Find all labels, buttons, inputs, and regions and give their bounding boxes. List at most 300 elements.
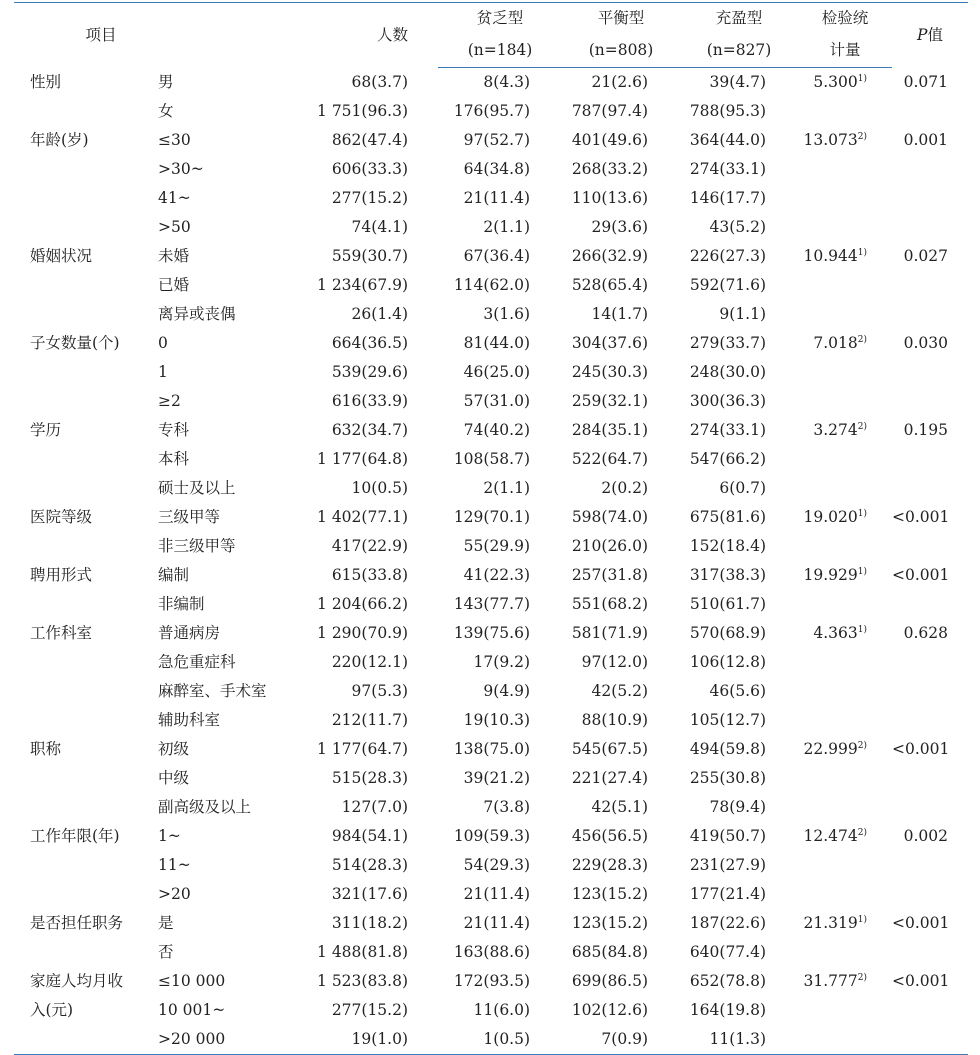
cell-g3: 788(95.3) [689, 101, 767, 120]
cell-g2: 528(65.4) [571, 275, 649, 294]
cell-g1: 46(25.0) [463, 362, 531, 381]
cell-variable [14, 358, 158, 387]
cell-g2: 21(2.6) [591, 72, 649, 91]
cell-count: 1 290(70.9) [317, 623, 409, 642]
cell-statistic [798, 213, 892, 242]
cell-count: 606(33.3) [331, 159, 409, 178]
cell-statistic [798, 97, 892, 126]
table-row [14, 358, 968, 387]
cell-level: 是 [158, 913, 174, 932]
cell-statistic: 19.020$^{1)}$ [803, 507, 868, 526]
table-row [14, 329, 968, 358]
cell-g1: 114(62.0) [453, 275, 531, 294]
cell-g2: 245(30.3) [571, 362, 649, 381]
cell-p-value: 0.628 [903, 623, 949, 642]
cell-g3: 46(5.6) [709, 681, 767, 700]
cell-variable [14, 271, 158, 300]
cell-g3: 164(19.8) [689, 1000, 767, 1019]
cell-statistic [798, 358, 892, 387]
cell-statistic [798, 155, 892, 184]
cell-g2: 685(84.8) [571, 942, 649, 961]
cell-g3: 494(59.8) [689, 739, 767, 758]
cell-statistic [798, 474, 892, 503]
cell-variable [14, 445, 158, 474]
cell-p-value [892, 213, 968, 242]
cell-variable [14, 387, 158, 416]
cell-g3: 78(9.4) [709, 797, 767, 816]
cell-count: 277(15.2) [331, 188, 409, 207]
cell-p-value: 0.001 [903, 130, 949, 149]
cell-count: 515(28.3) [331, 768, 409, 787]
table-row [14, 271, 968, 300]
cell-level: >20 000 [158, 1025, 308, 1055]
cell-g3: 187(22.6) [689, 913, 767, 932]
header-n: 人数 [308, 3, 438, 68]
cell-g2: 268(33.2) [571, 159, 649, 178]
cell-g2: 545(67.5) [571, 739, 649, 758]
table-row [14, 967, 968, 996]
cell-g3: 248(30.0) [689, 362, 767, 381]
table-header [14, 3, 968, 68]
cell-variable: 医院等级 [30, 507, 93, 526]
header-g1-name: 贫乏型 [438, 3, 562, 36]
cell-variable: 性别 [30, 72, 62, 91]
cell-statistic [798, 184, 892, 213]
cell-g3: 419(50.7) [689, 826, 767, 845]
cell-variable [14, 590, 158, 619]
cell-g1: 67(36.4) [463, 246, 531, 265]
cell-p-value: 0.071 [903, 72, 949, 91]
cell-statistic [798, 793, 892, 822]
cell-p-value [892, 300, 968, 329]
cell-g1: 138(75.0) [453, 739, 531, 758]
footnote-marker: 1) [857, 73, 868, 84]
cell-p-value: 0.002 [903, 826, 949, 845]
cell-level: 11~ [158, 855, 191, 874]
cell-variable [14, 300, 158, 329]
cell-count: 1 177(64.8) [317, 449, 409, 468]
cell-g2: 581(71.9) [571, 623, 649, 642]
cell-p-value [892, 271, 968, 300]
footnote-marker: 1) [857, 566, 868, 577]
cell-level: 辅助科室 [158, 710, 221, 729]
cell-g1: 74(40.2) [463, 420, 531, 439]
cell-variable: 年龄(岁) [30, 130, 89, 149]
cell-p-value [892, 155, 968, 184]
cell-g1: 81(44.0) [463, 333, 531, 352]
cell-g1: 64(34.8) [463, 159, 531, 178]
cell-g3: 274(33.1) [689, 159, 767, 178]
cell-variable [14, 764, 158, 793]
table-row [14, 938, 968, 967]
cell-level: 编制 [158, 565, 190, 584]
cell-p-value [892, 764, 968, 793]
cell-variable [14, 880, 158, 909]
table-row [14, 445, 968, 474]
cell-level: 1~ [158, 826, 181, 845]
footnote-marker: 2) [857, 334, 868, 345]
cell-g2: 522(64.7) [571, 449, 649, 468]
cell-level: 已婚 [158, 275, 190, 294]
table-row [14, 1025, 968, 1055]
cell-statistic [798, 271, 892, 300]
cell-p-value [892, 184, 968, 213]
cell-variable [14, 155, 158, 184]
cell-p-value [892, 706, 968, 735]
cell-p-value: <0.001 [892, 913, 950, 932]
cell-statistic: 4.363$^{1)}$ [813, 623, 868, 642]
cell-g2: 123(15.2) [571, 913, 649, 932]
cell-g2: 304(37.6) [571, 333, 649, 352]
cell-g2: 259(32.1) [571, 391, 649, 410]
cell-p-value: 0.195 [903, 420, 949, 439]
cell-count: 1 204(66.2) [317, 594, 409, 613]
cell-g3: 279(33.7) [689, 333, 767, 352]
cell-p-value [892, 590, 968, 619]
cell-count: 311(18.2) [331, 913, 409, 932]
cell-g1: 109(59.3) [453, 826, 531, 845]
cell-g2: 699(86.5) [571, 971, 649, 990]
cell-g2: 210(26.0) [571, 536, 649, 555]
table-body [14, 68, 968, 1055]
cell-g1: 143(77.7) [453, 594, 531, 613]
cell-p-value [892, 793, 968, 822]
cell-variable [14, 474, 158, 503]
cell-g1: 39(21.2) [463, 768, 531, 787]
cell-count: 68(3.7) [351, 72, 409, 91]
cell-level: 麻醉室、手术室 [158, 681, 267, 700]
cell-g2: 97(12.0) [581, 652, 649, 671]
cell-statistic: 7.018$^{2)}$ [813, 333, 868, 352]
cell-g2: 266(32.9) [571, 246, 649, 265]
cell-g3: 364(44.0) [689, 130, 767, 149]
cell-count: 539(29.6) [331, 362, 409, 381]
table-row [14, 213, 968, 242]
cell-count: 212(11.7) [331, 710, 409, 729]
footnote-marker: 1) [857, 624, 868, 635]
data-table [14, 2, 968, 1055]
cell-g2: 221(27.4) [571, 768, 649, 787]
cell-g3: 231(27.9) [689, 855, 767, 874]
cell-count: 1 751(96.3) [317, 101, 409, 120]
cell-statistic: 21.319$^{1)}$ [803, 913, 868, 932]
cell-g1: 2(1.1) [483, 478, 531, 497]
cell-count: 127(7.0) [341, 797, 409, 816]
cell-variable [14, 793, 158, 822]
cell-g1: 139(75.6) [453, 623, 531, 642]
cell-p-value [892, 851, 968, 880]
cell-g1: 41(22.3) [463, 565, 531, 584]
cell-level: 硕士及以上 [158, 478, 236, 497]
table-row [14, 532, 968, 561]
cell-g1: 7(3.8) [483, 797, 531, 816]
table-row [14, 242, 968, 271]
cell-g2: 42(5.2) [591, 681, 649, 700]
cell-count: 417(22.9) [331, 536, 409, 555]
table-row [14, 619, 968, 648]
cell-count: 559(30.7) [331, 246, 409, 265]
cell-p-value [892, 358, 968, 387]
table-row [14, 706, 968, 735]
cell-g3: 43(5.2) [709, 217, 767, 236]
cell-g2: 229(28.3) [571, 855, 649, 874]
header-stat-line1: 检验统 [798, 3, 892, 36]
cell-variable [14, 97, 158, 126]
cell-g1: 2(1.1) [483, 217, 531, 236]
cell-g2: 401(49.6) [571, 130, 649, 149]
header-g1-sub: (n=184) [438, 35, 562, 68]
table-row [14, 155, 968, 184]
cell-g2: 456(56.5) [571, 826, 649, 845]
cell-count: 1 402(77.1) [317, 507, 409, 526]
cell-g2: 42(5.1) [591, 797, 649, 816]
cell-p-value: 0.027 [903, 246, 949, 265]
cell-p-value [892, 677, 968, 706]
cell-statistic [798, 938, 892, 967]
cell-variable: 学历 [30, 420, 62, 439]
table-row [14, 996, 968, 1025]
cell-g1: 172(93.5) [453, 971, 531, 990]
footnote-marker: 2) [857, 131, 868, 142]
cell-g2: 284(35.1) [571, 420, 649, 439]
cell-variable [14, 938, 158, 967]
cell-p-value: 0.030 [903, 333, 949, 352]
cell-level: 0 [158, 333, 168, 352]
table-row [14, 561, 968, 590]
cell-count: 220(12.1) [331, 652, 409, 671]
cell-g3: 177(21.4) [689, 884, 767, 903]
cell-count: 1 177(64.7) [317, 739, 409, 758]
cell-statistic: 10.944$^{1)}$ [803, 246, 868, 265]
cell-g3: 640(77.4) [689, 942, 767, 961]
cell-p-value [892, 648, 968, 677]
table-row [14, 590, 968, 619]
cell-g3: 570(68.9) [689, 623, 767, 642]
cell-p-value [892, 938, 968, 967]
cell-statistic [798, 445, 892, 474]
cell-level: 非三级甲等 [158, 536, 236, 555]
cell-p-value: <0.001 [892, 565, 950, 584]
cell-count: 664(36.5) [331, 333, 409, 352]
cell-statistic [798, 764, 892, 793]
table-row [14, 880, 968, 909]
cell-statistic: 12.474$^{2)}$ [803, 826, 868, 845]
cell-g3: 226(27.3) [689, 246, 767, 265]
cell-statistic: 5.300$^{1)}$ [813, 72, 868, 91]
header-g2-sub: (n=808) [562, 35, 680, 68]
cell-p-value [892, 1025, 968, 1055]
cell-statistic [798, 880, 892, 909]
cell-statistic [798, 590, 892, 619]
cell-g1: 3(1.6) [483, 304, 531, 323]
cell-g1: 108(58.7) [453, 449, 531, 468]
cell-g2: 257(31.8) [571, 565, 649, 584]
table-row [14, 68, 968, 98]
table-row [14, 97, 968, 126]
cell-g3: 11(1.3) [680, 1025, 798, 1055]
cell-count: 862(47.4) [331, 130, 409, 149]
footnote-marker: 2) [857, 827, 868, 838]
cell-g2: 88(10.9) [581, 710, 649, 729]
cell-p-value: <0.001 [892, 507, 950, 526]
cell-count: 97(5.3) [351, 681, 409, 700]
cell-g3: 652(78.8) [689, 971, 767, 990]
cell-g1: 97(52.7) [463, 130, 531, 149]
cell-g3: 255(30.8) [689, 768, 767, 787]
cell-count: 1 234(67.9) [317, 275, 409, 294]
cell-g3: 9(1.1) [719, 304, 767, 323]
cell-p-value [892, 996, 968, 1025]
cell-g2: 14(1.7) [591, 304, 649, 323]
footnote-marker: 2) [857, 972, 868, 983]
cell-g2: 2(0.2) [601, 478, 649, 497]
cell-variable: 职称 [30, 739, 62, 758]
cell-count: 616(33.9) [331, 391, 409, 410]
cell-count: 10(0.5) [351, 478, 409, 497]
cell-variable: 入(元) [30, 1000, 74, 1019]
cell-count: 984(54.1) [331, 826, 409, 845]
cell-level: 1 [158, 362, 168, 381]
cell-level: 专科 [158, 420, 190, 439]
cell-g3: 300(36.3) [689, 391, 767, 410]
cell-g2: 123(15.2) [571, 884, 649, 903]
footnote-marker: 1) [857, 508, 868, 519]
cell-p-value: <0.001 [892, 739, 950, 758]
table-row [14, 677, 968, 706]
cell-g3: 152(18.4) [689, 536, 767, 555]
table-row [14, 126, 968, 155]
cell-level: 副高级及以上 [158, 797, 252, 816]
cell-p-value: <0.001 [892, 971, 950, 990]
cell-g1: 55(29.9) [463, 536, 531, 555]
header-stat-line2: 计量 [798, 35, 892, 68]
cell-p-value [892, 445, 968, 474]
cell-count: 514(28.3) [331, 855, 409, 874]
cell-g2: 598(74.0) [571, 507, 649, 526]
cell-g1: 9(4.9) [483, 681, 531, 700]
cell-statistic: 3.274$^{2)}$ [813, 420, 868, 439]
footnote-marker: 1) [857, 914, 868, 925]
cell-level: 10 001~ [158, 1000, 226, 1019]
cell-variable: 是否担任职务 [30, 913, 124, 932]
cell-variable [14, 532, 158, 561]
table-row [14, 851, 968, 880]
cell-variable [14, 677, 158, 706]
cell-count: 19(1.0) [308, 1025, 438, 1055]
cell-level: ≤30 [158, 130, 191, 149]
cell-g1: 21(11.4) [463, 188, 531, 207]
cell-count: 1 488(81.8) [317, 942, 409, 961]
cell-g3: 6(0.7) [719, 478, 767, 497]
cell-g2: 102(12.6) [571, 1000, 649, 1019]
cell-variable: 工作年限(年) [30, 826, 120, 845]
cell-statistic [798, 387, 892, 416]
cell-g3: 106(12.8) [689, 652, 767, 671]
cell-variable [14, 851, 158, 880]
table-row [14, 764, 968, 793]
cell-p-value [892, 474, 968, 503]
cell-p-value [892, 97, 968, 126]
cell-p-value [892, 880, 968, 909]
cell-statistic [798, 996, 892, 1025]
cell-level: >30~ [158, 159, 204, 178]
cell-g1: 176(95.7) [453, 101, 531, 120]
cell-g1: 1(0.5) [438, 1025, 562, 1055]
cell-statistic [798, 648, 892, 677]
table-row [14, 735, 968, 764]
cell-variable [14, 184, 158, 213]
cell-g3: 675(81.6) [689, 507, 767, 526]
cell-level: >50 [158, 217, 191, 236]
cell-statistic [798, 677, 892, 706]
cell-g1: 8(4.3) [483, 72, 531, 91]
cell-p-value [892, 532, 968, 561]
cell-variable: 子女数量(个) [30, 333, 120, 352]
cell-g2: 29(3.6) [591, 217, 649, 236]
footnote-marker: 2) [857, 421, 868, 432]
cell-statistic [798, 532, 892, 561]
cell-g3: 39(4.7) [709, 72, 767, 91]
cell-variable [14, 1025, 158, 1055]
cell-statistic: 22.999$^{2)}$ [803, 739, 868, 758]
cell-statistic: 31.777$^{2)}$ [803, 971, 868, 990]
cell-g1: 57(31.0) [463, 391, 531, 410]
cell-statistic: 19.929$^{1)}$ [803, 565, 868, 584]
cell-count: 1 523(83.8) [317, 971, 409, 990]
cell-g1: 129(70.1) [453, 507, 531, 526]
cell-level: 三级甲等 [158, 507, 221, 526]
cell-statistic [798, 706, 892, 735]
cell-count: 277(15.2) [331, 1000, 409, 1019]
cell-variable [14, 706, 158, 735]
footnote-marker: 1) [857, 247, 868, 258]
cell-level: 否 [158, 942, 174, 961]
table-row [14, 793, 968, 822]
cell-statistic: 13.073$^{2)}$ [803, 130, 868, 149]
table-row [14, 474, 968, 503]
cell-g2: 7(0.9) [562, 1025, 680, 1055]
header-g3-sub: (n=827) [680, 35, 798, 68]
cell-level: 初级 [158, 739, 190, 758]
cell-level: 中级 [158, 768, 190, 787]
table-row [14, 300, 968, 329]
cell-g1: 17(9.2) [473, 652, 531, 671]
cell-g3: 105(12.7) [689, 710, 767, 729]
cell-statistic [798, 1025, 892, 1055]
cell-g3: 146(17.7) [689, 188, 767, 207]
cell-level: 41~ [158, 188, 191, 207]
cell-variable: 婚姻状况 [30, 246, 93, 265]
cell-g3: 317(38.3) [689, 565, 767, 584]
cell-g3: 592(71.6) [689, 275, 767, 294]
header-p: P值 [892, 3, 968, 68]
cell-level: 离异或丧偶 [158, 304, 236, 323]
footnote-marker: 2) [857, 740, 868, 751]
cell-level: 女 [158, 101, 174, 120]
table-row [14, 184, 968, 213]
cell-level: 普通病房 [158, 623, 221, 642]
cell-level: ≥2 [158, 391, 181, 410]
table-row [14, 387, 968, 416]
cell-g3: 274(33.1) [689, 420, 767, 439]
table-row [14, 822, 968, 851]
cell-g1: 19(10.3) [463, 710, 531, 729]
header-item: 项目 [14, 3, 308, 68]
cell-level: 急危重症科 [158, 652, 236, 671]
cell-level: 男 [158, 72, 174, 91]
cell-count: 74(4.1) [351, 217, 409, 236]
cell-g2: 787(97.4) [571, 101, 649, 120]
